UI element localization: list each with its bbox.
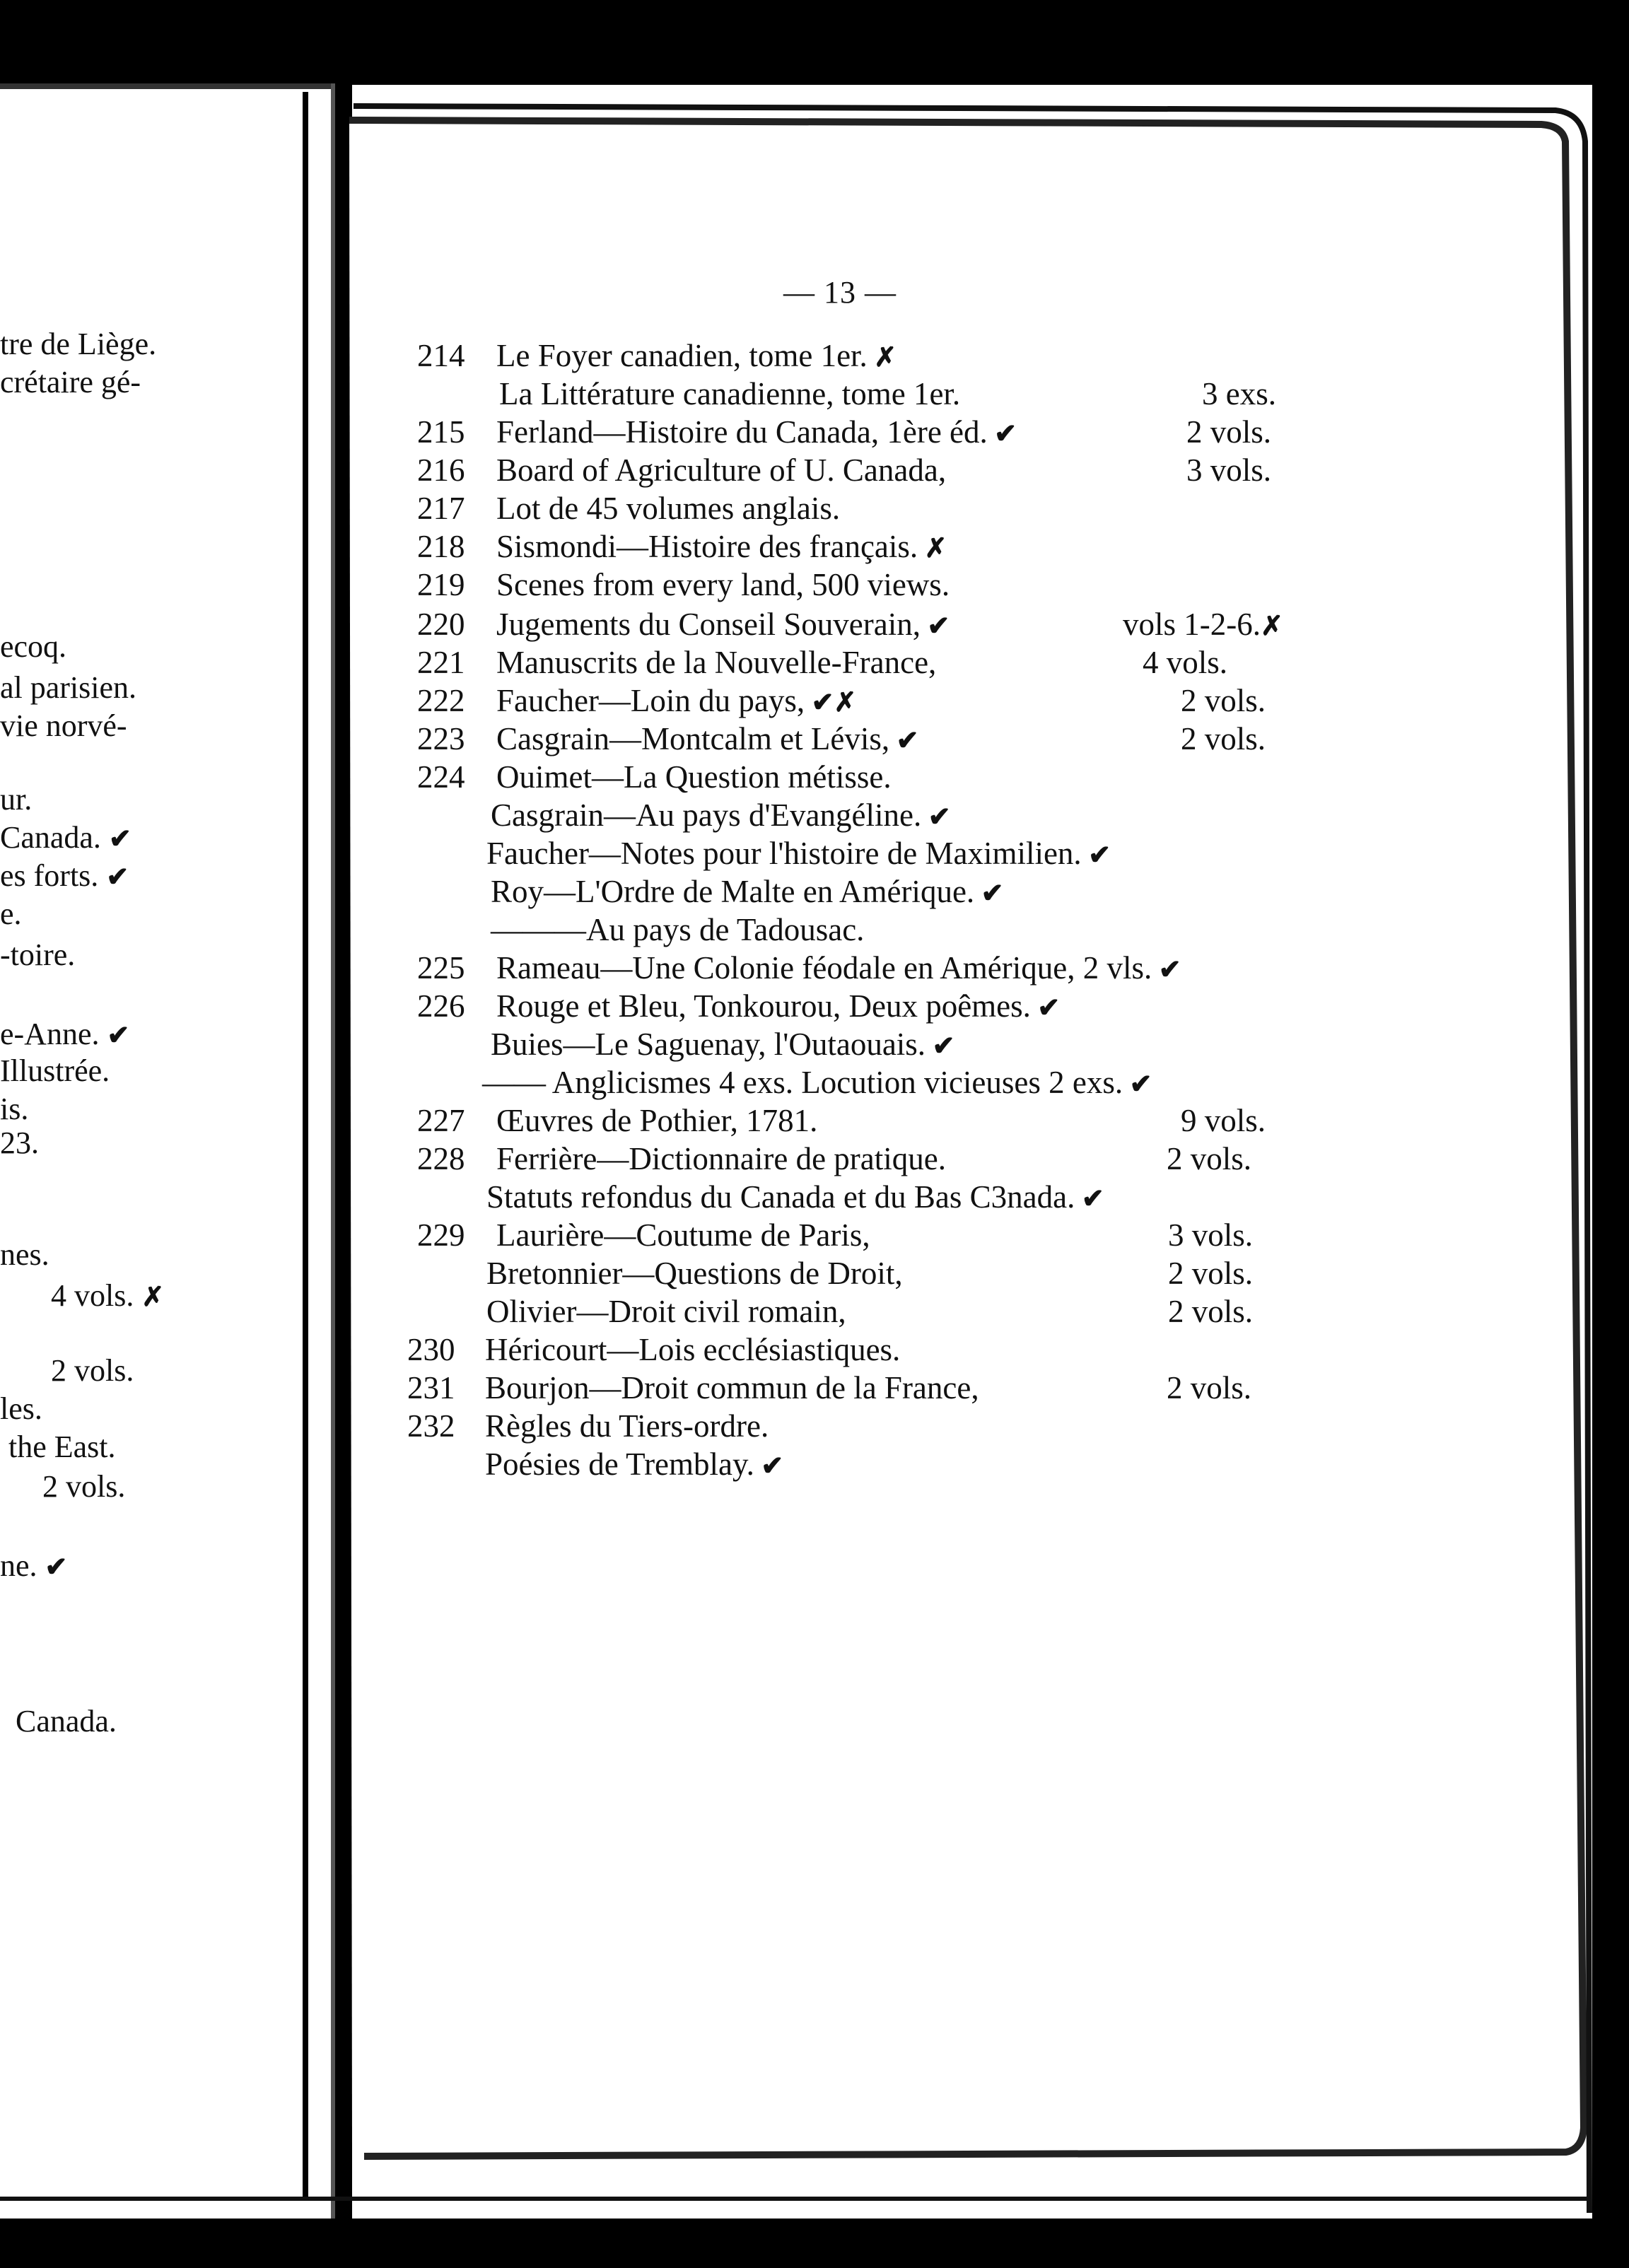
entry-number: 230	[407, 1332, 455, 1367]
list-item	[417, 911, 1308, 949]
left-page-line: es forts. ✔	[0, 858, 129, 893]
cross-mark-icon: ✗	[867, 343, 897, 373]
left-page-line: ne. ✔	[0, 1548, 68, 1583]
entry-title: Lot de 45 volumes anglais.	[496, 491, 841, 526]
list-item	[417, 1063, 1308, 1101]
entry-number: 215	[417, 414, 465, 450]
list-item	[417, 643, 1308, 682]
left-page-line: 2 vols.	[42, 1469, 126, 1504]
entry-title: Rouge et Bleu, Tonkourou, Deux poêmes. ✔	[496, 988, 1061, 1024]
entry-quantity: 9 vols.	[1181, 1103, 1266, 1138]
left-page-line: crétaire gé-	[0, 365, 141, 399]
left-page-line: Canada.	[16, 1704, 117, 1738]
entry-title: Bretonnier—Questions de Droit,	[486, 1256, 903, 1291]
list-item	[417, 527, 1308, 566]
left-page-line: Canada. ✔	[0, 820, 132, 855]
list-item	[417, 375, 1308, 413]
left-page-line: -toire.	[0, 937, 76, 972]
entry-title: Faucher—Notes pour l'histoire de Maximilien. ✔	[486, 836, 1111, 871]
cross-mark-icon: ✗	[918, 534, 947, 563]
left-page-line: is.	[0, 1092, 29, 1126]
entry-title: Roy—L'Ordre de Malte en Amérique. ✔	[491, 874, 1004, 909]
list-item	[407, 1369, 1308, 1407]
entry-title: Ferland—Histoire du Canada, 1ère éd. ✔	[496, 414, 1017, 450]
entry-quantity: 2 vols.	[1186, 414, 1272, 450]
left-page-line: e-Anne. ✔	[0, 1017, 130, 1051]
left-page-line: e.	[0, 896, 22, 931]
list-item	[417, 1140, 1308, 1178]
entry-number: 216	[417, 452, 465, 488]
entry-quantity: 4 vols.	[1143, 645, 1228, 680]
entry-number: 227	[417, 1103, 465, 1138]
check-mark-icon: ✔	[1075, 1184, 1104, 1214]
entry-number: 220	[417, 607, 465, 642]
list-item	[407, 1331, 1308, 1369]
check-mark-icon: ✔	[45, 1553, 68, 1582]
left-page-line: Illustrée.	[0, 1053, 110, 1088]
check-mark-icon: ✔	[920, 612, 950, 641]
left-page-line: 2 vols.	[51, 1353, 134, 1388]
entry-title: Rameau—Une Colonie féodale en Amérique, 2 vls. ✔	[496, 950, 1181, 986]
entry-title: Board of Agriculture of U. Canada,	[496, 452, 947, 488]
entry-number: 219	[417, 567, 465, 602]
left-page-line: tre de Liège.	[0, 327, 157, 361]
entry-title: Jugements du Conseil Souverain, ✔	[496, 607, 950, 642]
check-mark-icon: ✔	[921, 802, 951, 832]
entry-title: Poésies de Tremblay. ✔	[485, 1446, 784, 1482]
entry-quantity: 2 vols.	[1167, 1141, 1252, 1176]
list-item	[417, 872, 1308, 911]
left-page-line: the East.	[8, 1430, 116, 1464]
check-mark-icon: ✔	[1123, 1070, 1152, 1099]
list-item	[417, 489, 1308, 527]
entry-title: Scenes from every land, 500 views.	[496, 567, 950, 602]
entry-number: 214	[417, 338, 465, 373]
check-mark-icon: ✔	[926, 1031, 955, 1061]
entry-title: Manuscrits de la Nouvelle-France,	[496, 645, 937, 680]
entry-title: Statuts refondus du Canada et du Bas C3nada. ✔	[486, 1179, 1104, 1215]
entry-quantity: 3 vols.	[1168, 1217, 1254, 1253]
list-item	[417, 758, 1308, 796]
list-item	[417, 451, 1308, 489]
left-page-line: les.	[0, 1391, 42, 1426]
entry-number: 226	[417, 988, 465, 1024]
left-page-line: vie norvé-	[0, 708, 127, 743]
list-item	[417, 605, 1308, 643]
entry-title: Faucher—Loin du pays, ✔✗	[496, 683, 857, 718]
entry-number: 232	[407, 1408, 455, 1444]
left-page-line: ecoq.	[0, 629, 67, 664]
entry-number: 225	[417, 950, 465, 986]
list-item	[417, 1178, 1308, 1216]
check-mark-icon: ✔	[987, 419, 1017, 449]
list-item	[417, 1254, 1308, 1292]
entry-title: Ferrière—Dictionnaire de pratique.	[496, 1141, 946, 1176]
page-number: — 13 —	[783, 275, 897, 310]
check-mark-icon: ✔	[754, 1451, 784, 1481]
entry-title: Laurière—Coutume de Paris,	[496, 1217, 870, 1253]
check-mark-icon: ✔	[1030, 993, 1061, 1023]
check-mark-icon: ✔	[974, 879, 1004, 908]
entry-title: —— Anglicismes 4 exs. Locution vicieuses 2 exs. ✔	[482, 1065, 1152, 1100]
check-mark-icon: ✔	[106, 863, 129, 892]
check-mark-icon: ✔	[107, 1021, 130, 1051]
entry-title: La Littérature canadienne, tome 1er.	[499, 376, 961, 411]
list-item	[417, 337, 1308, 375]
cross-mark-icon: ✗	[1261, 612, 1283, 641]
cross-mark-icon: ✗	[141, 1282, 165, 1312]
entry-number: 231	[407, 1370, 455, 1405]
check-mark-icon: ✔	[1081, 841, 1111, 870]
check-mark-icon: ✔	[889, 726, 919, 756]
entry-title: Règles du Tiers-ordre.	[485, 1408, 769, 1444]
list-item	[417, 987, 1308, 1025]
list-item	[417, 949, 1308, 987]
check-mark-icon: ✔	[108, 824, 132, 854]
entry-number: 217	[417, 491, 465, 526]
entry-number: 229	[417, 1217, 465, 1253]
list-item	[417, 720, 1308, 758]
entry-quantity: 3 exs.	[1202, 376, 1276, 411]
left-page-line: nes.	[0, 1237, 49, 1272]
entry-quantity: 2 vols.	[1167, 1370, 1252, 1405]
entry-quantity: 2 vols.	[1168, 1294, 1254, 1329]
entry-title: Buies—Le Saguenay, l'Outaouais. ✔	[491, 1027, 955, 1062]
entry-quantity: 2 vols.	[1181, 683, 1266, 718]
list-item	[417, 834, 1308, 872]
list-item	[417, 1101, 1308, 1140]
list-item	[417, 682, 1308, 720]
entry-title: Ouimet—La Question métisse.	[496, 759, 892, 795]
list-item	[407, 1407, 1308, 1445]
entry-title: ———Au pays de Tadousac.	[491, 912, 865, 947]
entry-title: Olivier—Droit civil romain,	[486, 1294, 846, 1329]
left-page-line: 4 vols. ✗	[51, 1278, 165, 1313]
left-page-line: ur.	[0, 782, 33, 817]
check-mark-icon: ✔✗	[805, 688, 857, 718]
list-item	[417, 796, 1308, 834]
entry-quantity: 2 vols.	[1181, 721, 1266, 756]
list-item	[417, 413, 1308, 451]
entry-quantity: 2 vols.	[1168, 1256, 1254, 1291]
list-item	[417, 1025, 1308, 1063]
entry-title: Héricourt—Lois ecclésiastiques.	[485, 1332, 901, 1367]
entry-title: Sismondi—Histoire des français. ✗	[496, 529, 947, 564]
entry-number: 224	[417, 759, 465, 795]
entry-number: 218	[417, 529, 465, 564]
left-page-line: 23.	[0, 1126, 39, 1160]
left-page-line: al parisien.	[0, 670, 137, 705]
list-item	[417, 1445, 1308, 1483]
entry-number: 221	[417, 645, 465, 680]
entry-title: Bourjon—Droit commun de la France,	[485, 1370, 979, 1405]
entry-title: Le Foyer canadien, tome 1er. ✗	[496, 338, 897, 373]
entry-quantity: 3 vols.	[1186, 452, 1272, 488]
entry-title: Œuvres de Pothier, 1781.	[496, 1103, 818, 1138]
entry-title: Casgrain—Au pays d'Evangéline. ✔	[491, 797, 951, 833]
entry-number: 223	[417, 721, 465, 756]
list-item	[417, 1216, 1308, 1254]
entry-number: 222	[417, 683, 465, 718]
entry-quantity: vols 1-2-6.✗	[1123, 607, 1283, 642]
list-item	[417, 1292, 1308, 1331]
entry-number: 228	[417, 1141, 465, 1176]
entry-title: Casgrain—Montcalm et Lévis, ✔	[496, 721, 919, 756]
check-mark-icon: ✔	[1152, 955, 1181, 985]
list-item	[417, 566, 1308, 604]
